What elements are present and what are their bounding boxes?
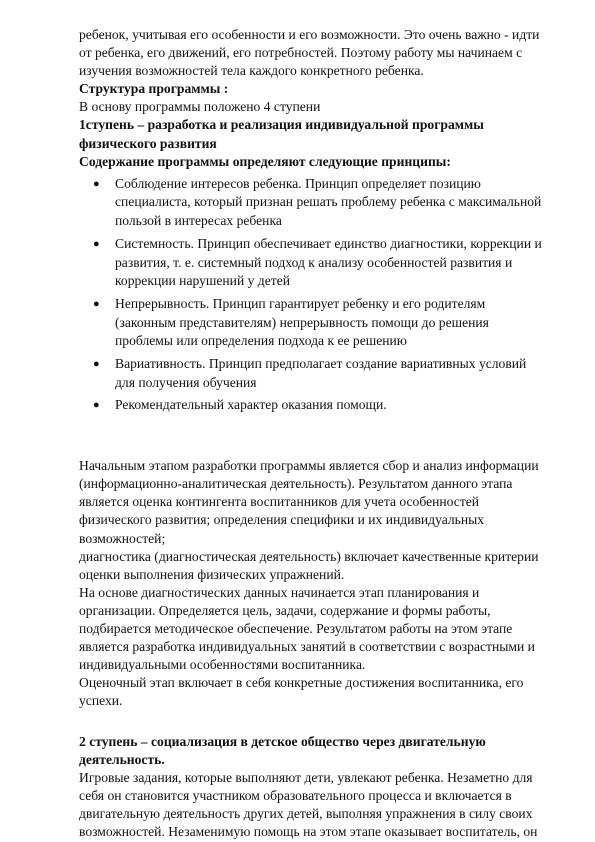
paragraph-spacer [79, 419, 559, 457]
list-item-line: коррекции нарушений у детей [115, 273, 291, 289]
analysis-line: диагностика (диагностическая деятельность) включает качественные критерии [79, 548, 539, 564]
bullet-icon: ● [93, 358, 100, 371]
list-item-text [115, 235, 559, 291]
list-item [79, 295, 559, 351]
analysis-paragraph [79, 457, 559, 710]
step2-line: возможностей. Незаменимую помощь на этом этапе оказывает воспитатель, он [79, 823, 538, 839]
analysis-line: физического развития; определения специфики и их индивидуальных [79, 512, 485, 528]
intro-line: изучения возможностей тела каждого конкретного ребенка. [79, 63, 424, 79]
bullet-icon: ● [93, 177, 100, 190]
list-item-line: развития, т. е. системный подход к анализу особенностей развития и [115, 254, 513, 270]
list-item-text [115, 295, 559, 351]
document-page [79, 26, 559, 841]
principles-heading: Содержание программы определяют следующие принципы: [79, 153, 451, 169]
step1-heading-line: физического развития [79, 135, 217, 151]
analysis-line: оценки выполнения физических упражнений. [79, 566, 345, 582]
list-item-line: специалиста, который признан решать проблему ребенка с максимальной [115, 194, 542, 210]
structure-heading: Структура программы : [79, 81, 229, 97]
analysis-line: успехи. [79, 693, 123, 709]
list-item-line: Рекомендательный характер оказания помощи. [115, 397, 387, 413]
list-item-line: Вариативность. Принцип предполагает создание вариативных условий [115, 356, 527, 372]
step2-line: двигательную деятельность других детей, выполняя упражнения в силу своих [79, 805, 533, 821]
list-item [79, 355, 559, 392]
principles-list [79, 175, 559, 415]
analysis-line: является оценка контингента воспитанников для учета особенностей [79, 494, 480, 510]
intro-line: от ребенка, его движений, его потребностей. Поэтому работу мы начинаем с [79, 45, 523, 61]
list-item-line: (законным представителям) непрерывность помощи до решения [115, 314, 489, 330]
analysis-line: подбирается методическое обеспечение. Результатом работы на этом этапе [79, 621, 513, 637]
list-item-text [115, 175, 559, 231]
step1-heading [79, 116, 559, 152]
step2-heading-line: 2 ступень – социализация в детское общество через двигательную [79, 733, 486, 749]
step2-heading [79, 733, 559, 769]
analysis-line: является разработка индивидуальных занятий в соответствии с возрастными и [79, 639, 535, 655]
analysis-line: организации. Определяется цель, задачи, содержание и формы работы, [79, 602, 491, 618]
analysis-line: возможностей; [79, 530, 166, 546]
analysis-line: Оценочный этап включает в себя конкретные достижения воспитанника, его [79, 675, 524, 691]
analysis-line: Начальным этапом разработки программы является сбор и анализ информации [79, 458, 539, 474]
list-item [79, 396, 559, 415]
list-item-line: Непрерывность. Принцип гарантирует ребенку и его родителям [115, 295, 486, 311]
step2-line: Игровые задания, которые выполняют дети, увлекают ребенка. Незаметно для [79, 769, 533, 785]
intro-paragraph [79, 26, 559, 80]
bullet-icon: ● [93, 237, 100, 250]
bullet-icon: ● [93, 399, 100, 412]
list-item-text [115, 355, 559, 392]
list-item-line: Соблюдение интересов ребенка. Принцип определяет позицию [115, 175, 481, 191]
paragraph-spacer [79, 711, 559, 733]
step2-paragraph [79, 769, 559, 841]
list-item-line: для получения обучения [115, 374, 257, 390]
structure-text: В основу программы положено 4 ступени [79, 99, 321, 115]
list-item-text [115, 396, 559, 415]
list-item-line: проблемы или определения подхода к ее решению [115, 333, 407, 349]
list-item [79, 235, 559, 291]
analysis-line: индивидуальными особенностями воспитанника. [79, 657, 366, 673]
step1-heading-line: 1ступень – разработка и реализация индивидуальной программы [79, 117, 484, 133]
bullet-icon: ● [93, 297, 100, 310]
list-item-line: Системность. Принцип обеспечивает единство диагностики, коррекции и [115, 235, 542, 251]
analysis-line: (информационно-аналитическая деятельность). Результатом данного этапа [79, 476, 513, 492]
intro-line: ребенок, учитывая его особенности и его возможности. Это очень важно - идти [79, 27, 540, 42]
step2-line: себя он становится участником образовательного процесса и включается в [79, 787, 512, 803]
analysis-line: На основе диагностических данных начинается этап планирования и [79, 584, 480, 600]
list-item-line: пользой в интересах ребенка [115, 213, 282, 229]
step2-heading-line: деятельность. [79, 751, 165, 767]
list-item [79, 175, 559, 231]
